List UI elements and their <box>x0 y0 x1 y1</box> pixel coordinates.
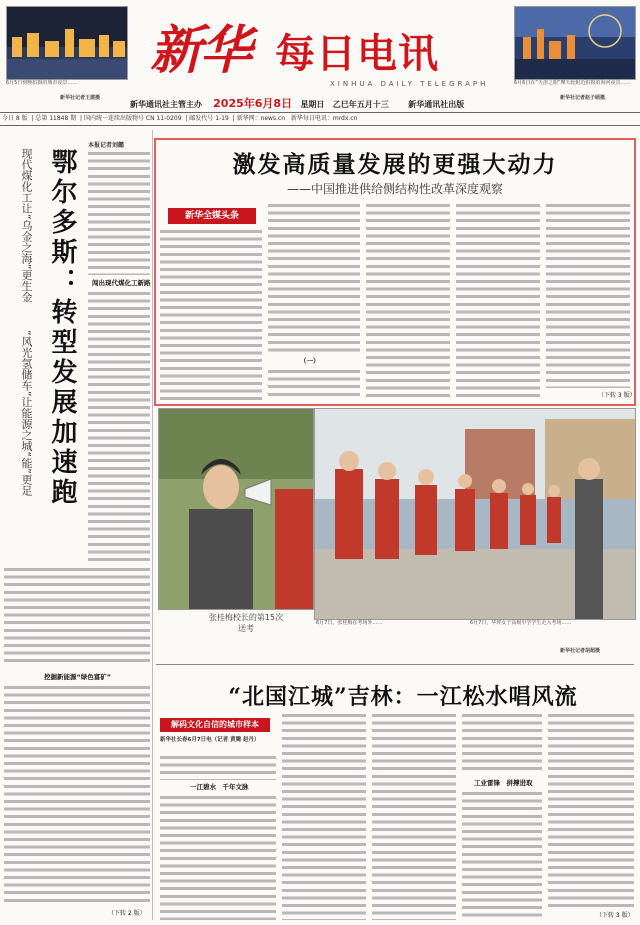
left-story-body-lower <box>4 566 150 666</box>
second-story-col-4a <box>462 712 542 774</box>
second-story-col-4b <box>462 790 542 920</box>
post-code: 邮发代号 1-19 <box>189 115 229 122</box>
second-story-section-2: 工业雷锋 拼搏进取 <box>474 779 533 787</box>
second-story-headline: “北国江城”吉林：一江松水唱风流 <box>228 684 578 710</box>
left-story-continued: （下转 2 版） <box>108 910 146 917</box>
photo-vertical-caption: 张桂梅校长的第15次送考 <box>208 613 284 633</box>
website: 新华网：news.cn <box>236 115 286 122</box>
newspaper-logo-daily-telegraph: 每日电讯 <box>275 31 439 77</box>
second-story-col-1a <box>160 754 276 780</box>
teacher-megaphone-image <box>159 409 313 609</box>
lead-story-subheadline: ——中国推进供给侧结构性改革深度观察 <box>286 182 503 196</box>
lead-story-section-1: （一） <box>300 357 320 365</box>
students-walking-image <box>315 409 635 619</box>
river-night-image <box>515 7 635 79</box>
website-2: 新华每日电讯：mrdx.cn <box>290 115 358 122</box>
second-story-col-2 <box>282 712 366 920</box>
masthead-right-photo <box>514 6 636 80</box>
lead-story-col-4 <box>456 202 540 400</box>
second-story-continued: （下转 3 版） <box>596 912 634 919</box>
left-story-subtitle-2: “风光氢储车”让能源之城“能”更足 <box>20 330 33 496</box>
lead-story-tag: 新华全媒头条 <box>168 208 256 224</box>
photo-caption-right: 6月7日，华坪女子高级中学学生走入考场…… <box>470 620 572 626</box>
photo-credit: 新华社记者胡超摄 <box>560 648 601 654</box>
left-story-byline: 本报记者刘懿 <box>88 142 125 149</box>
second-story-col-3 <box>372 712 456 920</box>
left-story-section-2: 挖掘新能源“绿色富矿” <box>44 673 112 681</box>
lead-story-col-3 <box>366 202 450 400</box>
second-story-byline: 新华社长春6月7日电（记者 黄腾 赵丹） <box>160 737 260 743</box>
lead-story-col-2b <box>268 368 360 400</box>
night-city-image <box>7 7 127 79</box>
photo-caption-left: 6月7日，张桂梅在考场外…… <box>316 620 383 626</box>
newspaper-logo-xinhua: 新华 <box>150 20 251 81</box>
masthead-date-line <box>130 95 464 111</box>
cn-code: 国内统一连续出版物号 CN 11-0209 <box>83 115 182 122</box>
publisher-left: 新华通讯社主管主办 <box>130 100 202 109</box>
masthead <box>0 0 640 118</box>
publisher-right: 新华通讯社出版 <box>408 100 465 109</box>
left-story-subtitle-1: 现代煤化工让“乌金之海”更生金 <box>20 148 33 303</box>
issue-date: 2025年6月8日 <box>213 97 293 110</box>
masthead-left-caption: 6月5日傍晚拍摄的城市夜景…… <box>6 80 78 86</box>
section-divider <box>156 664 634 665</box>
lunar-date: 乙巳年五月十三 <box>332 100 389 109</box>
masthead-right-credit: 新华社记者赵子硕摄 <box>560 95 606 101</box>
photo-left-teacher <box>158 408 314 610</box>
left-story-body-top <box>88 150 150 275</box>
left-story-section-1: 闯出现代煤化工新路 <box>92 279 151 287</box>
second-story-tag: 解码文化自信的城市样本 <box>160 718 270 732</box>
masthead-right-caption: 6月6日在“天津之眼”摩天轮附近拍摄的海河夜景…… <box>514 80 631 86</box>
second-story-col-1b <box>160 794 276 920</box>
newspaper-english-name: XINHUA DAILY TELEGRAPH <box>330 80 489 88</box>
total-issue-number: 总第 11848 期 <box>35 115 77 122</box>
column-divider <box>152 130 153 920</box>
issue-pages: 今日 8 版 <box>1 115 28 122</box>
left-story-headline: 鄂尔多斯：转型发展加速跑 <box>47 148 77 508</box>
left-story-body-mid <box>88 290 150 562</box>
masthead-left-credit: 新华社记者王建摄 <box>60 95 101 101</box>
left-story-body-bottom <box>4 684 150 906</box>
lead-story-col-5 <box>546 202 630 388</box>
lead-story-continued: （下转 3 版） <box>598 392 636 399</box>
second-story-section-1: 一江碧水 千年文脉 <box>190 783 249 791</box>
photo-right-students <box>314 408 636 620</box>
weekday: 星期日 <box>300 100 325 109</box>
lead-story-headline: 激发高质量发展的更强大动力 <box>232 151 558 178</box>
lead-story-col-1 <box>160 228 262 400</box>
masthead-left-photo <box>6 6 128 80</box>
lead-story-col-2 <box>268 202 360 352</box>
info-bar: 今日 8 版 | 总第 11848 期 | 国内统一连续出版物号 CN 11-0209 | 邮发代号 1-19 | 新华网：news.cn 新华每日电讯：mrdx.cn <box>0 112 640 126</box>
second-story-col-5 <box>548 712 634 908</box>
